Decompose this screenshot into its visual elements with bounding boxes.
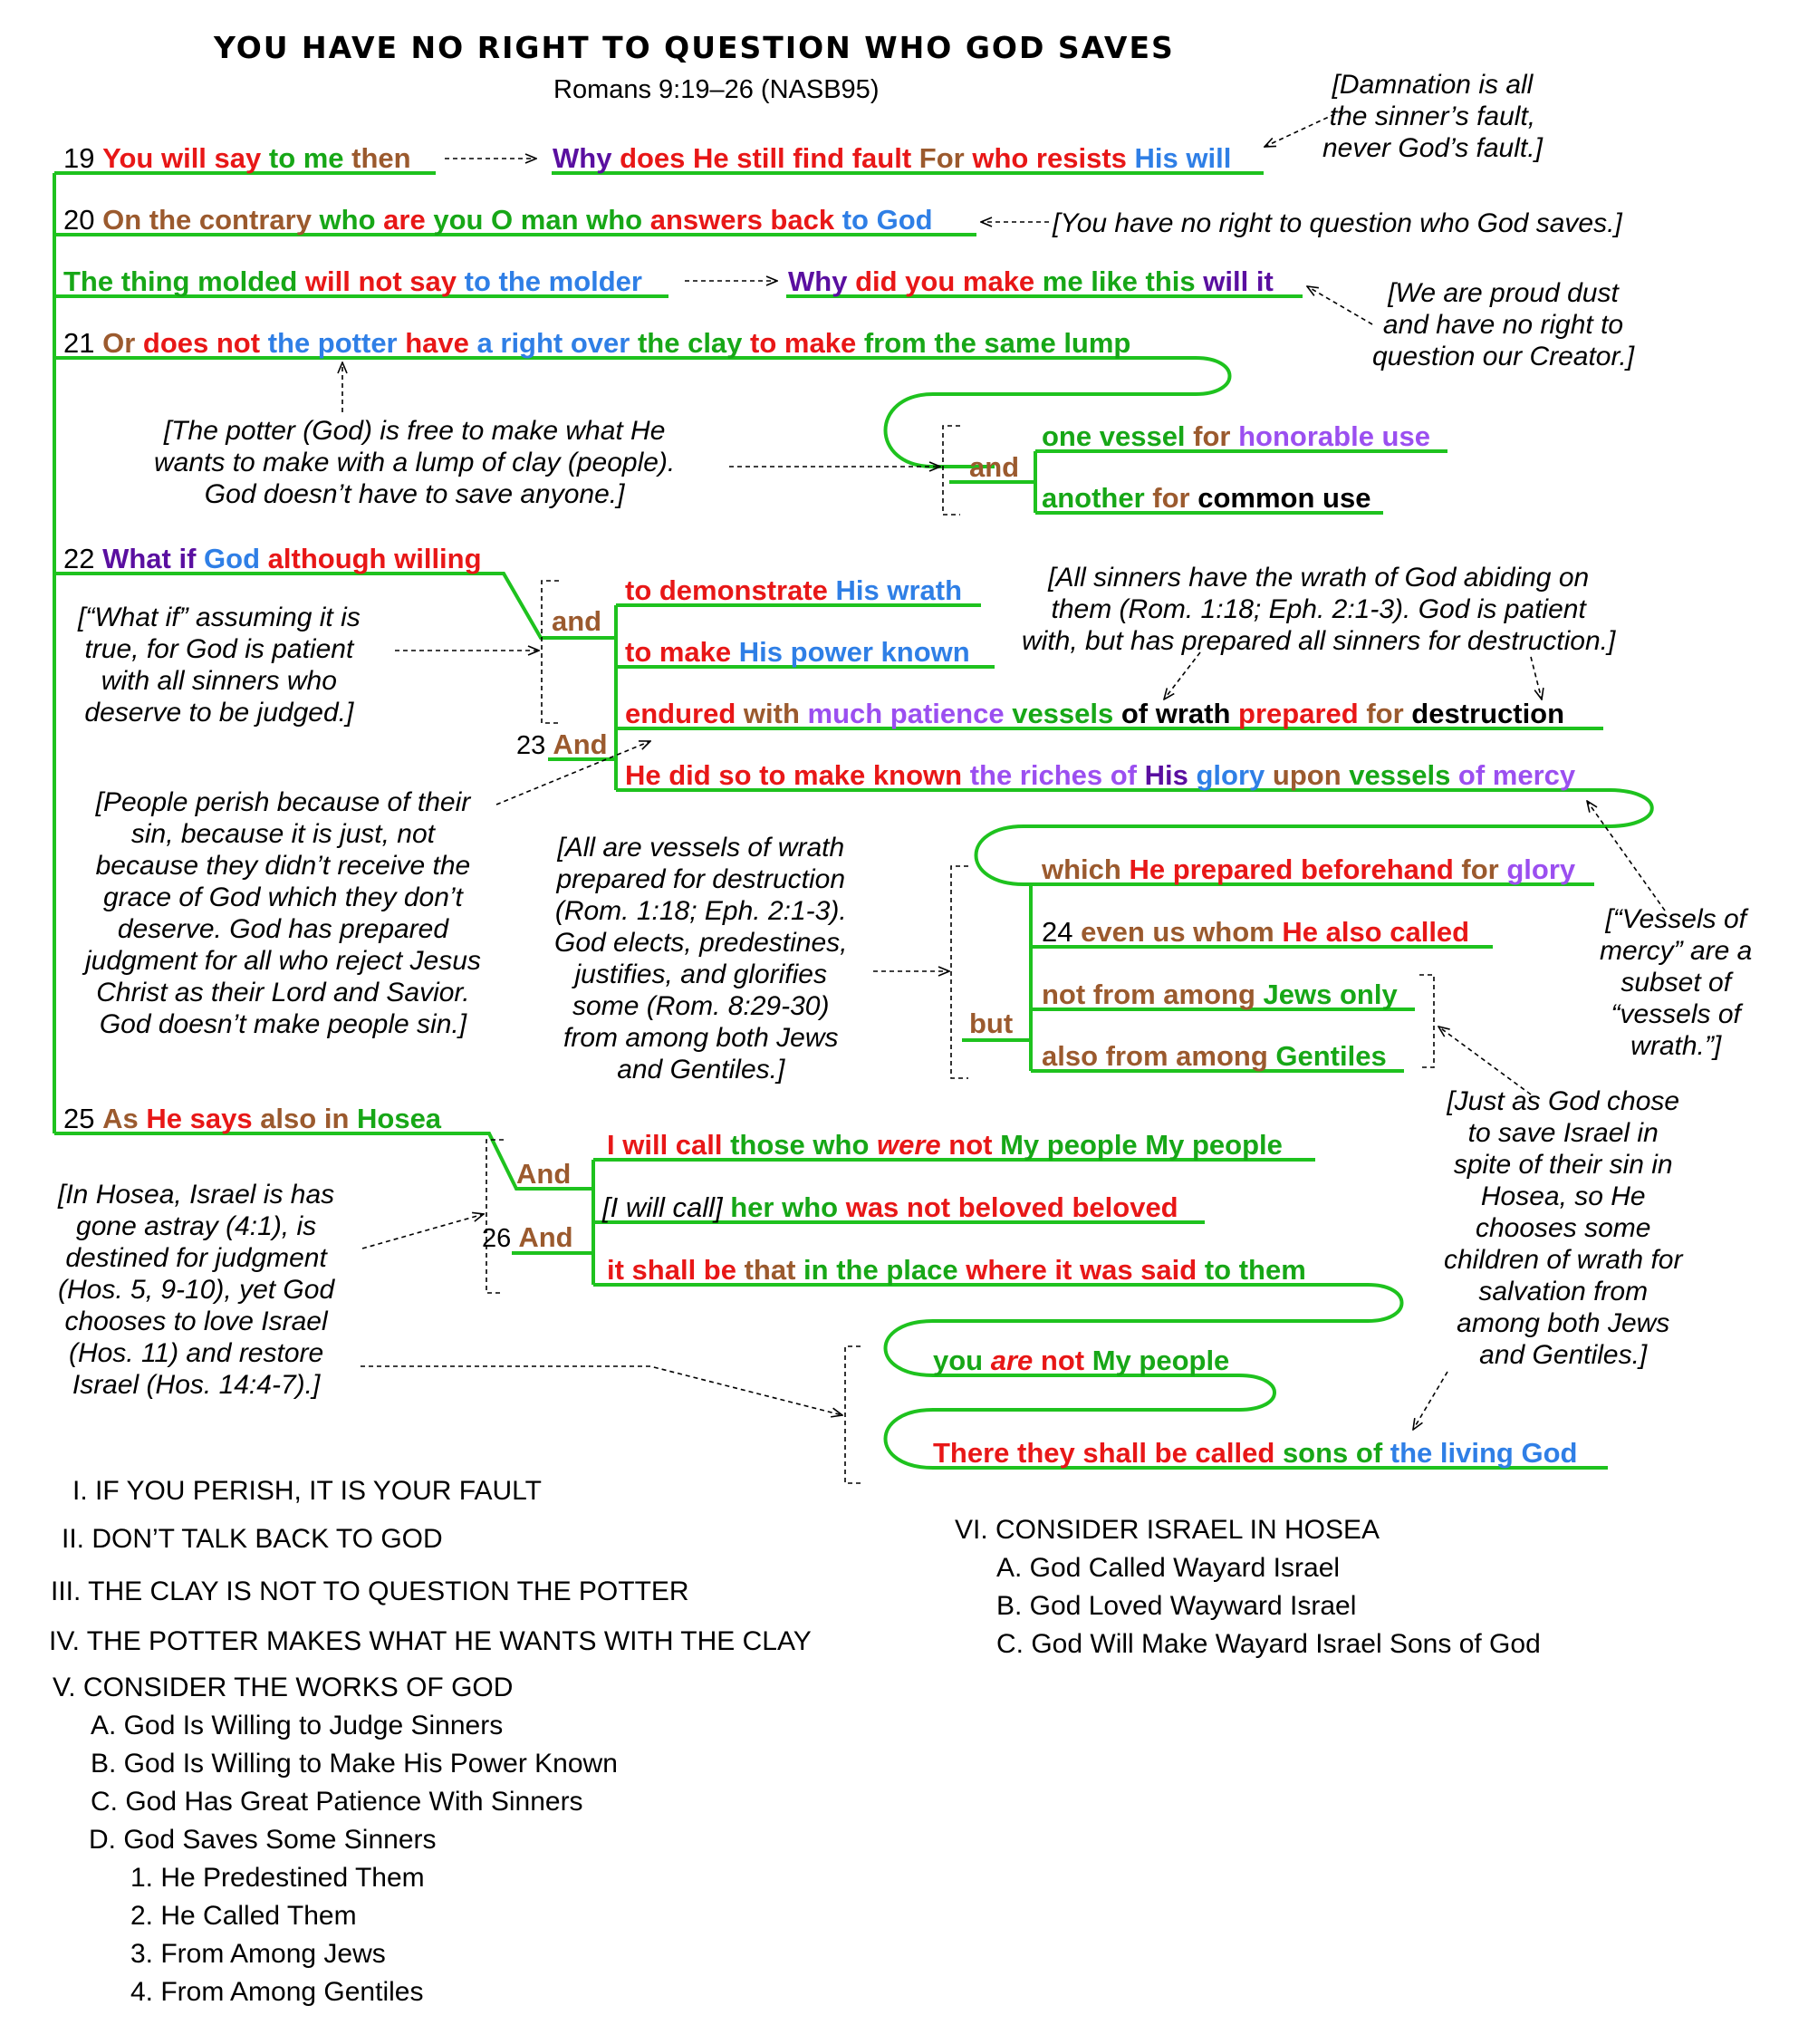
verse-segment: prepared [1238,698,1367,729]
verse-segment: of wrath [1120,698,1239,729]
verse-24-line [1042,918,1469,946]
verse-segment: prepared beforehand [1172,853,1462,885]
outline-point-4: IV. THE POTTER MAKES WHAT HE WANTS WITH THE CLAY [49,1626,812,1656]
verse-segment: not [948,1129,1001,1161]
verse-segment: does not [142,327,268,359]
verse-segment: with [743,698,808,729]
verse-segment: His wrath [835,574,963,606]
verse-segment: 25 [63,1103,103,1134]
verse-segment: the living [1390,1437,1522,1469]
arrow-a6-right [1531,657,1542,699]
outline-point-1: I. IF YOU PERISH, IT IS YOUR FAULT [72,1476,542,1506]
verse-segment: I will call [607,1129,731,1161]
verse-22-endured-line [625,699,1564,728]
verse-segment: then [351,142,411,174]
verse-segment: God [204,543,268,574]
verse-25-call-line [607,1131,1283,1159]
verse-20-question-line [788,267,1274,295]
verse-segment: were [877,1129,949,1161]
verse-21-honorable-line [1042,422,1430,450]
verse-segment: the clay [637,327,751,359]
verse-segment: are [990,1345,1041,1376]
bracket-v25 [486,1140,504,1293]
verse-segment: His [1144,759,1197,791]
verse-segment: to demonstrate [625,574,836,606]
annotation-hosea-israel: [In Hosea, Israel is has gone astray (4:1), is destined for judgment (Hos. 5, 9-10), yet God chooses to love Israel (Hos. 11) and restore Israel (Hos. 14:4-7).] [58,1180,335,1400]
verse-segment: the potter [267,327,406,359]
arrow-a11-down [361,1366,842,1415]
verse-segment: although willing [267,543,482,574]
verse-segment: What if [102,543,205,574]
verse-segment: God [1521,1437,1578,1469]
outline-point-5b: B. God Is Willing to Make His Power Known [91,1749,618,1779]
page-title: YOU HAVE NO RIGHT TO QUESTION WHO GOD SAVES [214,30,1175,65]
verse-segment: for [1461,853,1507,885]
verse-22-line [63,545,482,573]
outline-point-5d2: 2. He Called Them [130,1901,357,1931]
verse-segment: in the place [803,1254,967,1286]
verse-24-jews-line [1042,980,1398,1008]
verse-segment: Jews only [1263,979,1398,1010]
verse-segment: sons of [1282,1437,1390,1469]
verse-segment: not from among [1042,979,1264,1010]
verse-segment: which [1042,853,1130,885]
annotation-proud-dust: [We are proud dust and have no right to question our Creator.] [1372,278,1635,371]
verse-segment: will not say [304,265,465,297]
conjunction-and-v25: And [516,1158,572,1190]
outline-point-5d1: 1. He Predestined Them [130,1863,425,1893]
arrow-a10-down [1413,1372,1447,1430]
arrow-a10-up [1438,1027,1531,1094]
verse-21-line [63,329,1130,357]
outline-point-5c: C. God Has Great Patience With Sinners [91,1787,583,1817]
annotation-no-right: [You have no right to question who God saves.] [1053,208,1622,238]
verse-26-not-my-people-line [933,1346,1229,1374]
bracket-v24 [951,866,968,1078]
verse-segment: honorable use [1238,420,1430,452]
annotation-all-sinners: [All sinners have the wrath of God abiding on them (Rom. 1:18; Eph. 2:1-3). God is patient with, but has prepared all sinners for destruction.] [1022,563,1616,656]
bracket-v26 [845,1346,861,1483]
arrow-a9 [1587,801,1665,911]
verse-segment: answers back [649,204,842,236]
verse-segment: much patience [807,698,1013,729]
verse-segment: common use [1197,482,1371,514]
verse-segment: it shall be [607,1254,745,1286]
annotation-vessels-of-wrath: [All are vessels of wrath prepared for destruction (Rom. 1:18; Eph. 2:1-3). God elects, predestines, justifies, and glorifies some (Rom. 8:29-30) from among both Jews and Gentiles.] [554,833,848,1085]
verse-segment: [I will call] [602,1191,731,1223]
verse-segment: 21 [63,327,103,359]
annotation-what-if: [“What if” assuming it is true, for God is patient with all sinners who deserve to be judged.] [78,603,361,728]
verse-segment: those who [730,1129,877,1161]
verse-segment: another [1042,482,1153,514]
verse-segment: even us whom [1081,916,1283,948]
conjunction-but-v24: but [969,1008,1014,1039]
verse-segment: for [1152,482,1198,514]
verse-segment: My people My people [1000,1129,1283,1161]
outline-point-3: III. THE CLAY IS NOT TO QUESTION THE POTTER [51,1576,689,1606]
verse-segment: a right over [476,327,638,359]
verse-segment: me like this [1042,265,1204,297]
bracket-v21 [943,426,960,515]
verse-25-line [63,1104,441,1133]
verse-segment: glory [1196,759,1273,791]
verse-segment: also in [260,1103,357,1134]
verse-24-gentiles-line [1042,1042,1387,1070]
verse-segment: to make [750,327,864,359]
bracket-v24-right [1419,975,1434,1067]
outline-point-5: V. CONSIDER THE WORKS OF GOD [53,1673,514,1702]
verse-segment: one vessel [1042,420,1194,452]
verse-segment: 20 [63,204,103,236]
verse-segment: Why [788,265,856,297]
verse-segment: not [1040,1345,1092,1376]
arrow-a6-left [1164,652,1200,699]
verse-segment: There they shall be called [933,1437,1283,1469]
conjunction-and-v23: 23 And [516,728,608,760]
verse-segment: also from among [1042,1040,1276,1072]
outline-point-5a: A. God Is Willing to Judge Sinners [91,1711,504,1740]
verse-segment: He did so to make known [625,759,970,791]
annotation-people-perish: [People perish because of their sin, because it is just, not because they didn’t receive the grace of God which they don’t deserve. God has prepared judgment for all who reject Jesus Christ as their Lord and Savior. God doesn’t make people sin.] [85,787,481,1039]
verse-segment: glory [1506,853,1576,885]
verse-25-beloved-line [602,1193,1178,1221]
verse-segment: was not beloved beloved [845,1191,1178,1223]
bracket-v22 [542,581,559,723]
verse-segment: for [1366,698,1412,729]
verse-segment: Or [102,327,143,359]
conjunction-and-v21: and [969,451,1020,483]
verse-21-common-line [1042,484,1370,512]
outline-point-6: VI. CONSIDER ISRAEL IN HOSEA [955,1515,1380,1545]
verse-segment: vessels [1349,759,1458,791]
verse-segment: endured [625,698,744,729]
verse-segment: His power known [738,636,970,668]
verse-segment: from the same lump [863,327,1131,359]
verse-segment: where it was said [966,1254,1205,1286]
verse-segment: did you make [855,265,1043,297]
verse-segment: you [933,1345,991,1376]
verse-segment: to them [1204,1254,1306,1286]
verse-segment: 24 [1042,916,1082,948]
verse-segment: vessels [1012,698,1121,729]
outline-point-5d4: 4. From Among Gentiles [130,1977,424,2007]
annotation-potter: [The potter (God) is free to make what He wants to make with a lump of clay (people). God doesn’t have to save anyone.] [154,416,676,509]
verse-19-question-line [553,144,1231,172]
verse-segment: Hosea [357,1103,442,1134]
conjunction-and-v26: 26 And [482,1221,573,1253]
verse-segment: you O man who [433,204,650,236]
outline-point-6c: C. God Will Make Wayard Israel Sons of God [996,1629,1541,1659]
verse-segment: that [744,1254,804,1286]
conjunction-and-v22: and [552,605,602,637]
verse-segment: to make [625,636,739,668]
verse-segment: For [918,142,973,174]
verse-segment: upon [1272,759,1350,791]
verse-19-line [63,144,411,172]
verse-segment: will it [1203,265,1274,297]
verse-segment: to God [841,204,933,236]
verse-segment: 19 [63,142,103,174]
verse-segment: As [102,1103,147,1134]
verse-20-molded-line [63,267,642,295]
verse-segment: the riches of [969,759,1145,791]
verse-segment: her who [730,1191,846,1223]
verse-segment: who [319,204,384,236]
page-subtitle: Romans 9:19–26 (NASB95) [553,75,880,104]
verse-segment: of mercy [1457,759,1576,791]
outline-point-6a: A. God Called Wayard Israel [996,1553,1341,1583]
verse-segment: Gentiles [1275,1040,1387,1072]
verse-segment: He [1129,853,1173,885]
verse-22-power-line [625,638,970,666]
verse-23-line [625,761,1575,789]
outline-point-6b: B. God Loved Wayward Israel [996,1591,1357,1621]
verse-segment: have [405,327,477,359]
verse-20-line [63,206,933,234]
outline-point-5d3: 3. From Among Jews [130,1939,386,1969]
verse-segment: His will [1134,142,1232,174]
verse-segment: He says [146,1103,261,1134]
annotation-vessels-of-mercy: [“Vessels of mercy” are a subset of “vessels of wrath.”] [1600,904,1753,1061]
arrow-a3 [1307,286,1372,324]
verse-22-wrath-line [625,576,962,604]
verse-segment: On the contrary [102,204,320,236]
arrow-a11-up [362,1214,484,1249]
verse-segment: are [383,204,434,236]
verse-segment: He also called [1282,916,1470,948]
verse-segment: does He still find fault [620,142,919,174]
verse-segment: to me [268,142,352,174]
verse-segment: You will say [102,142,269,174]
verse-segment: The thing molded [63,265,305,297]
verse-segment: 22 [63,543,103,574]
verse-segment: My people [1092,1345,1230,1376]
verse-segment: destruction [1411,698,1565,729]
annotation-damnation: [Damnation is all the sinner’s fault, never God’s fault.] [1322,70,1543,163]
annotation-hosea-choice: [Just as God chose to save Israel in spite of their sin in Hosea, so He chooses some children of wrath for salvation from among both Jews and Gentiles.] [1444,1086,1683,1370]
verse-segment: Why [553,142,620,174]
verse-segment: for [1193,420,1239,452]
outline-point-2: II. DON’T TALK BACK TO GOD [62,1524,443,1554]
verse-segment: who resists [972,142,1135,174]
verse-26-sons-line [933,1439,1577,1467]
verse-23-prepared-line [1042,855,1575,883]
verse-26-line [607,1256,1306,1284]
verse-segment: to the molder [464,265,642,297]
outline-point-5d: D. God Saves Some Sinners [89,1825,437,1855]
